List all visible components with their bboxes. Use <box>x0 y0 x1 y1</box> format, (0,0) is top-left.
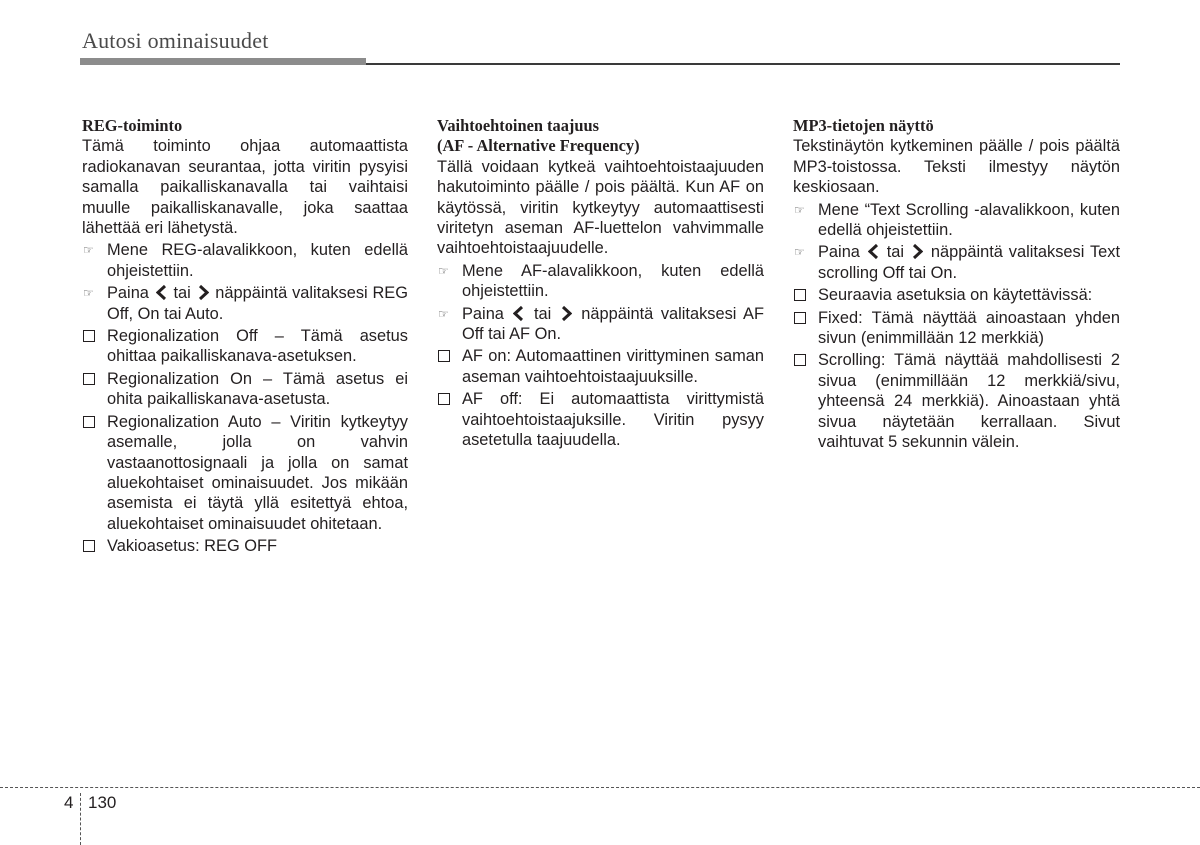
column-reg <box>82 116 408 557</box>
checkbox-icon <box>794 289 806 301</box>
af-step-2: ☞ Paina tai näppäintä valitaksesi AF Off tai AF On. <box>438 304 764 344</box>
section-heading-af: Vaihtoehtoinen taajuus <box>437 116 599 135</box>
mp3-option-scrolling: Scrolling: Tämä näyttää mahdollisesti 2 sivua (enimmillään 12 merkkiä/sivu, yhteensä 24 merkkiä). Ainoastaan yhtä sivua näytetään kerrallaan. Sivut vaihtuvat 5 sekunnin välein. <box>793 350 1120 452</box>
footer-rule <box>0 787 1200 788</box>
reg-intro: Tämä toiminto ohjaa automaattista radiokanavan seurantaa, jotta viritin pysyisi samalla paikalliskanavalla tai vaihtaisi muulle paikalliskanavalle, joka saattaa lähettää eri lähetystä. <box>82 137 408 238</box>
af-option-off: AF off: Ei automaattista virittymistä vaihtoehtoistaajuksille. Viritin pysyy asetetulla taajuudella. <box>437 389 764 450</box>
reg-step-1: ☞ Mene REG-alavalikkoon, kuten edellä ohjeistettiin. <box>83 241 408 280</box>
page-header-title: Autosi ominaisuudet <box>82 28 269 53</box>
checkbox-icon <box>83 540 95 552</box>
mp3-step-1: ☞ Mene “Text Scrolling -alavalikkoon, kuten edellä ohjeistettiin. <box>794 200 1120 240</box>
mp3-step-2: ☞ Paina tai näppäintä valitaksesi Text scrolling Off tai On. <box>794 243 1121 282</box>
chapter-number: 4 <box>64 793 74 812</box>
mp3-option-fixed: Fixed: Tämä näyttää ainoastaan yhden sivun (enimmillään 12 merkkiä) <box>793 308 1120 349</box>
mp3-option-list: Seuraavia asetuksia on käytettävissä: <box>793 285 1120 305</box>
column-mp3 <box>793 116 1120 453</box>
footer-divider <box>80 793 81 845</box>
chevron-right-icon <box>561 305 572 322</box>
column-af <box>437 116 764 451</box>
checkbox-icon <box>83 330 95 342</box>
pointing-hand-icon: ☞ <box>794 245 805 260</box>
checkbox-icon <box>438 350 450 362</box>
checkbox-icon <box>83 373 95 385</box>
chevron-left-icon <box>513 305 524 322</box>
chevron-left-icon <box>156 284 167 301</box>
section-heading-mp3: MP3-tietojen näyttö <box>793 116 934 135</box>
chevron-right-icon <box>912 243 923 260</box>
pointing-hand-icon: ☞ <box>794 202 805 217</box>
header-rule <box>366 63 1120 65</box>
reg-option-off: Regionalization Off – Tämä asetus ohittaa paikalliskanava-asetuksen. <box>82 326 408 367</box>
reg-step-2: ☞ Paina tai näppäintä valitaksesi REG Off, On tai Auto. <box>83 284 408 323</box>
chevron-right-icon <box>198 284 209 301</box>
checkbox-icon <box>438 393 450 405</box>
checkbox-icon <box>83 416 95 428</box>
checkbox-icon <box>794 312 806 324</box>
page-number: 130 <box>88 793 117 812</box>
reg-option-on: Regionalization On – Tämä asetus ei ohita paikalliskanava-asetusta. <box>82 369 408 410</box>
checkbox-icon <box>794 354 806 366</box>
af-step-1: ☞ Mene AF-alavalikkoon, kuten edellä ohjeistettiin. <box>438 261 764 301</box>
reg-option-default: Vakioasetus: REG OFF <box>82 536 408 556</box>
section-subheading-af: (AF - Alternative Frequency) <box>437 136 640 156</box>
header-bar <box>80 58 366 65</box>
pointing-hand-icon: ☞ <box>438 306 449 321</box>
chevron-left-icon <box>868 243 879 260</box>
reg-option-auto: Regionalization Auto – Viritin kytkeytyy asemalle, jolla on vahvin vastaanottosignaali ja jolla on samat aluekohtaiset ominaisuudet. Jos mikään asemista ei täytä yllä esitettyä ehtoa, aluekohtaiset ominaisuudet ohitetaan. <box>82 412 408 534</box>
section-heading-reg: REG-toiminto <box>82 116 183 135</box>
pointing-hand-icon: ☞ <box>438 263 449 278</box>
af-intro: Tällä voidaan kytkeä vaihtoehtoistaajuuden hakutoiminto päälle / pois päältä. Kun AF on käytössä, viritin kytkeytyy automaattisesti viritetyn aseman AF-luettelon vahvimmalle vaihtoehtoistaajuudelle. <box>437 157 764 258</box>
af-option-on: AF on: Automaattinen virittyminen saman aseman vaihtoehtoistaajuuksille. <box>437 346 764 387</box>
pointing-hand-icon: ☞ <box>83 243 94 258</box>
pointing-hand-icon: ☞ <box>83 286 94 301</box>
mp3-intro: Tekstinäytön kytkeminen päälle / pois päältä MP3-toistossa. Teksti ilmestyy näytön keskiosaan. <box>793 137 1120 197</box>
